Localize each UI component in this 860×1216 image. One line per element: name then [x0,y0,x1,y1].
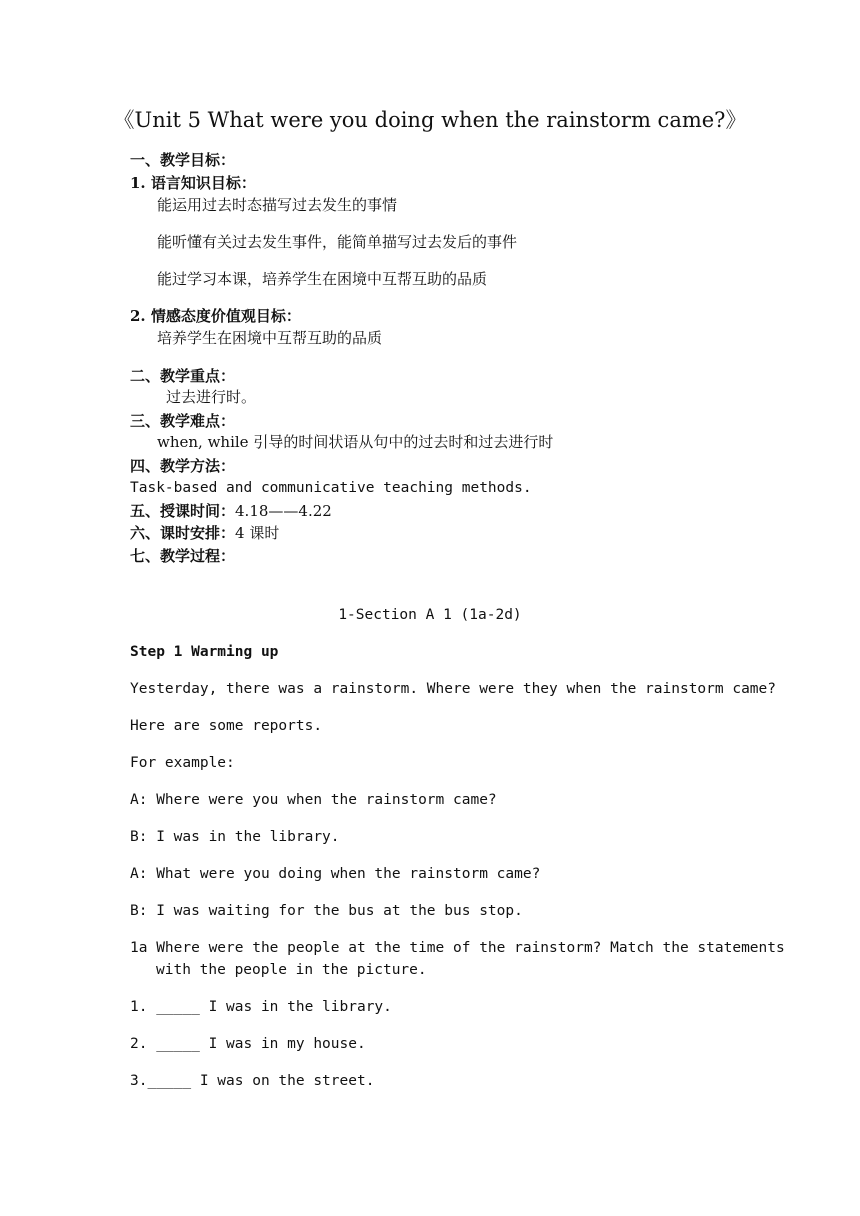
objective-line: 培养学生在困境中互帮互助的品质 [157,329,383,347]
paragraph-line: Yesterday, there was a rainstorm. Where were they when the rainstorm came? [130,681,777,697]
time-heading: 五、授课时间： [130,502,236,520]
task-1a-instruction: 1a Where were the people at the time of the rainstorm? Match the statements [130,940,785,956]
time-row [130,501,332,521]
section-title: 1-Section A 1 (1a-2d) [338,607,522,623]
objective-line: 能过学习本课，培养学生在困境中互帮互助的品质 [157,270,488,288]
dialogue-line: B: I was in the library. [130,829,340,845]
language-objectives-heading: 1. 语言知识目标： [130,174,256,192]
objective-line: 能听懂有关过去发生事件，能简单描写过去发后的事件 [157,233,518,251]
match-item: 2. _____ I was in my house. [130,1036,366,1052]
dialogue-line: A: What were you doing when the rainstorm came? [130,866,541,882]
match-item: 3._____ I was on the street. [130,1073,375,1089]
dialogue-line: B: I was waiting for the bus at the bus stop. [130,903,523,919]
difficulties-content: when, while 引导的时间状语从句中的过去时和过去进行时 [157,433,554,451]
methods-content: Task-based and communicative teaching methods. [130,480,532,496]
step-heading: Step 1 Warming up [130,644,279,660]
time-content: 4.18——4.22 [235,502,332,520]
key-points-content: 过去进行时。 [166,388,257,406]
match-item: 1. _____ I was in the library. [130,999,392,1015]
paragraph-line: For example: [130,755,235,771]
methods-heading: 四、教学方法： [130,457,236,475]
schedule-content: 4 课时 [235,524,280,542]
task-1a-instruction-cont: with the people in the picture. [156,962,427,978]
difficulties-heading: 三、教学难点： [130,412,236,430]
process-heading: 七、教学过程： [130,547,236,565]
dialogue-line: A: Where were you when the rainstorm came? [130,792,497,808]
objectives-heading: 一、教学目标： [130,151,236,169]
schedule-heading: 六、课时安排： [130,524,236,542]
paragraph-line: Here are some reports. [130,718,323,734]
key-points-heading: 二、教学重点： [130,367,236,385]
schedule-row [130,523,279,543]
document-title: 《Unit 5 What were you doing when the rainstorm came?》 [113,108,747,132]
objective-line: 能运用过去时态描写过去发生的事情 [157,196,398,214]
attitude-objectives-heading: 2. 情感态度价值观目标： [130,307,301,325]
